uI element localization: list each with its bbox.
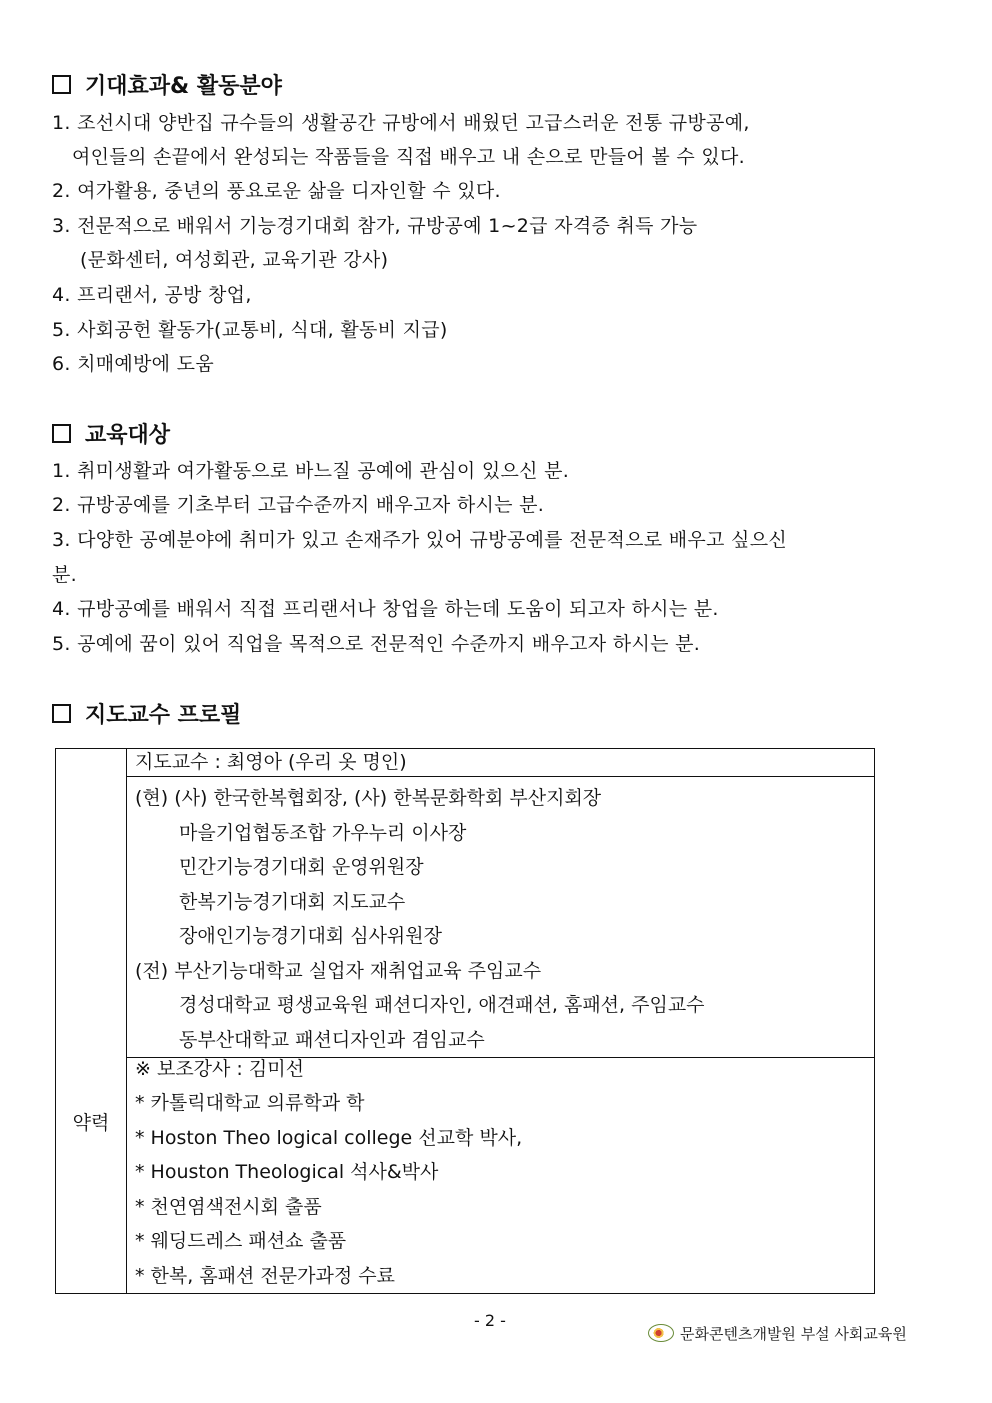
organization-logo-icon <box>648 1324 674 1342</box>
section-title: 기대효과& 활동분야 <box>85 74 282 99</box>
professor-name: 지도교수 : 최영아 (우리 옷 명인) <box>135 751 407 773</box>
text-line: (문화센터, 여성회관, 교육기관 강사) <box>80 249 389 271</box>
text-line: 3. 다양한 공예분야에 취미가 있고 손재주가 있어 규방공예를 전문적으로 배우고 싶으신 <box>52 529 788 551</box>
checkbox-square-icon <box>52 424 71 443</box>
career-former-line: (전) 부산기능대학교 실업자 재취업교육 주임교수 <box>135 959 542 982</box>
assistant-line: ※ 보조강사 : 김미선 <box>135 1058 304 1080</box>
career-current-line: 장애인기능경기대회 심사위원장 <box>179 925 442 947</box>
organization-name: 문화콘텐츠개발원 부설 사회교육원 <box>680 1325 907 1343</box>
checkbox-square-icon <box>52 75 71 94</box>
section-heading-profile <box>52 701 241 731</box>
text-line: 2. 여가활용, 중년의 풍요로운 삶을 디자인할 수 있다. <box>52 180 501 202</box>
text-line: 1. 취미생활과 여가활동으로 바느질 공예에 관심이 있으신 분. <box>52 460 570 482</box>
career-current-line: 한복기능경기대회 지도교수 <box>179 890 406 913</box>
assistant-line: * 카톨릭대학교 의류학과 학 <box>135 1092 365 1114</box>
career-former-line: 경성대학교 평생교육원 패션디자인, 애견패션, 홈패션, 주임교수 <box>179 994 705 1016</box>
assistant-line: * Houston Theological 석사&박사 <box>135 1161 439 1183</box>
section-heading-expected-effects <box>52 72 282 102</box>
footer-organization <box>648 1323 907 1344</box>
assistant-line: * 천연염색전시회 출품 <box>135 1195 322 1218</box>
professor-cell <box>127 749 875 777</box>
text-line: 6. 치매예방에 도움 <box>52 353 214 375</box>
assistant-line: * 웨딩드레스 패션쇼 출품 <box>135 1230 347 1252</box>
text-line: 분. <box>52 564 77 586</box>
career-current-line: 마을기업협동조합 가우누리 이사장 <box>179 821 467 844</box>
assistant-line: * 한복, 홈패션 전문가과정 수료 <box>135 1264 395 1287</box>
career-cell <box>127 777 875 1058</box>
page-number: - 2 - <box>474 1311 506 1330</box>
section-title: 지도교수 프로필 <box>85 703 242 728</box>
career-current-line: 민간기능경기대회 운영위원장 <box>179 856 424 878</box>
section-title: 교육대상 <box>85 423 171 448</box>
text-line: 5. 사회공헌 활동가(교통비, 식대, 활동비 지급) <box>52 319 448 341</box>
text-line: 2. 규방공예를 기초부터 고급수준까지 배우고자 하시는 분. <box>52 494 545 516</box>
checkbox-square-icon <box>52 704 71 723</box>
assistant-line: * Hoston Theo logical college 선교학 박사, <box>135 1126 523 1149</box>
profile-table <box>55 748 875 1294</box>
assistant-cell <box>127 1058 875 1294</box>
career-label: 약력 <box>72 1111 110 1134</box>
text-line: 4. 규방공예를 배워서 직접 프리랜서나 창업을 하는데 도움이 되고자 하시는 분. <box>52 598 719 620</box>
text-line: 여인들의 손끝에서 완성되는 작품들을 직접 배우고 내 손으로 만들어 볼 수 있다. <box>72 146 746 168</box>
text-line: 1. 조선시대 양반집 규수들의 생활공간 규방에서 배웠던 고급스러운 전통 규방공예, <box>52 112 750 134</box>
text-line: 3. 전문적으로 배워서 기능경기대회 참가, 규방공예 1~2급 자격증 취득 가능 <box>52 215 698 237</box>
career-label-cell <box>56 749 127 1294</box>
section-heading-target <box>52 421 170 451</box>
career-former-line: 동부산대학교 패션디자인과 겸임교수 <box>179 1028 485 1051</box>
text-line: 5. 공예에 꿈이 있어 직업을 목적으로 전문적인 수준까지 배우고자 하시는 분. <box>52 633 701 655</box>
career-current-line: (현) (사) 한국한복협회장, (사) 한복문화학회 부산지회장 <box>135 787 602 809</box>
text-line: 4. 프리랜서, 공방 창업, <box>52 284 252 306</box>
